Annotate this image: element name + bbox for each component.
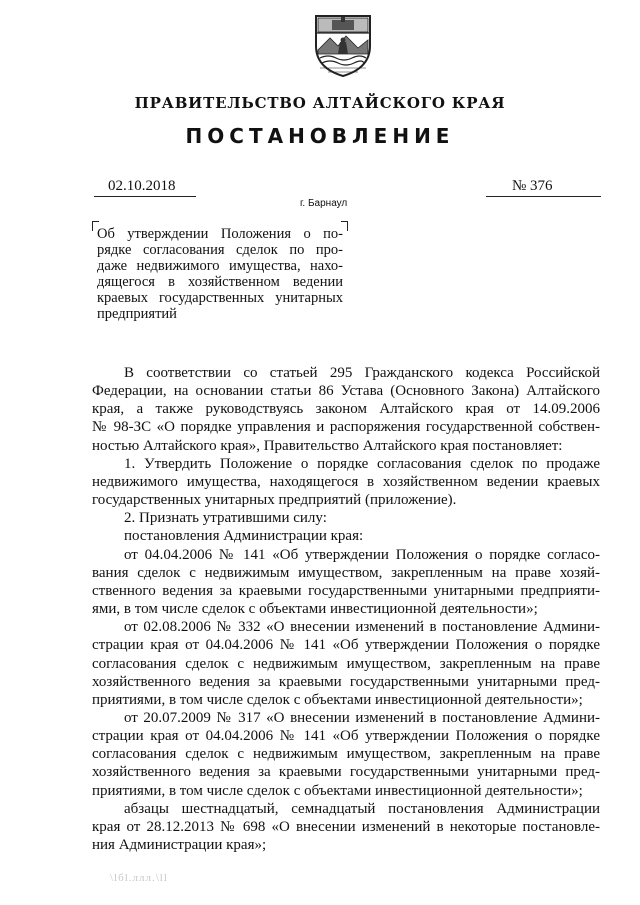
body-line: хозяйственного ведения за краевыми государственными унитарными пред-	[92, 673, 600, 690]
subject-line: даже недвижимого имущества, нахо-	[97, 258, 343, 274]
subject-line: предприятий	[97, 306, 177, 322]
document-type-title: ПОСТАНОВЛЕНИЕ	[185, 124, 455, 148]
body-line: Федерации, на основании статьи 86 Устава (Основного Закона) Алтайского	[92, 383, 600, 400]
altai-coat-of-arms-icon	[308, 10, 378, 80]
body-line: недвижимого имущества, находящегося в хозяйственном ведении краевых	[92, 473, 600, 490]
body-line: В соответствии со статьей 295 Гражданского кодекса Российской	[124, 365, 600, 381]
document-body	[92, 364, 600, 854]
body-line: абзацы шестнадцатый, семнадцатый постановления Администрации	[124, 800, 600, 817]
body-line: ями, в том числе сделок с объектами инвестиционной деятельности»;	[92, 601, 538, 618]
document-subject	[97, 226, 343, 322]
scan-mark: \lбl.ллл.\ll	[110, 872, 168, 884]
date-underline	[94, 196, 196, 197]
body-line: 1. Утвердить Положение о порядке согласования сделок по продаже	[124, 455, 600, 472]
subject-line: дящегося в хозяйственном ведении	[97, 274, 343, 290]
document-number: № 376	[512, 178, 553, 194]
subject-line: краевых государственных унитарных	[97, 290, 343, 306]
body-line: края от 28.12.2013 № 698 «О внесении изменений в некоторые постановле-	[92, 818, 600, 835]
body-line: государственных унитарных предприятий (приложение).	[92, 492, 457, 509]
body-line: вания сделок с недвижимым имуществом, закрепленным на праве хозяй-	[92, 564, 600, 581]
body-line: согласования сделок с недвижимым имуществом, закрепленным на праве	[92, 655, 600, 672]
body-line: хозяйственного ведения за краевыми государственными унитарными пред-	[92, 764, 600, 781]
body-line: ственного ведения за краевыми государственными унитарными предприяти-	[92, 582, 600, 599]
number-underline	[486, 196, 601, 197]
body-line: от 20.07.2009 № 317 «О внесении изменений в постановление Админи-	[124, 709, 600, 726]
body-line: приятиями, в том числе сделок с объектами инвестиционной деятельности»;	[92, 782, 583, 799]
body-line: страции края от 04.04.2006 № 141 «Об утверждении Положения о порядке	[92, 728, 600, 745]
document-date: 02.10.2018	[108, 178, 176, 194]
subject-line: рядке согласования сделок по про-	[97, 242, 343, 258]
body-line: постановления Администрации края:	[124, 528, 364, 545]
body-line: № 98-ЗС «О порядке управления и распоряжения государственной собствен-	[92, 419, 600, 436]
document-city: г. Барнаул	[300, 198, 348, 209]
body-line: страции края от 04.04.2006 № 141 «Об утверждении Положения о порядке	[92, 637, 600, 654]
body-line: ностью Алтайского края», Правительство Алтайского края постановляет:	[92, 437, 563, 454]
body-line: края, а также руководствуясь законом Алтайского края от 14.09.2006	[92, 401, 600, 418]
subject-line: Об утверждении Положения о по-	[97, 226, 343, 242]
body-line: от 02.08.2006 № 332 «О внесении изменений в постановление Админи-	[124, 619, 600, 636]
body-line: согласования сделок с недвижимым имуществом, закрепленным на праве	[92, 746, 600, 763]
body-line: 2. Признать утратившими силу:	[124, 510, 327, 527]
body-line: ния Администрации края»;	[92, 837, 267, 854]
body-line: от 04.04.2006 № 141 «Об утверждении Положения о порядке согласо-	[124, 546, 600, 563]
government-title: ПРАВИТЕЛЬСТВО АЛТАЙСКОГО КРАЯ	[134, 94, 506, 112]
body-line: приятиями, в том числе сделок с объектами инвестиционной деятельности»;	[92, 691, 583, 708]
